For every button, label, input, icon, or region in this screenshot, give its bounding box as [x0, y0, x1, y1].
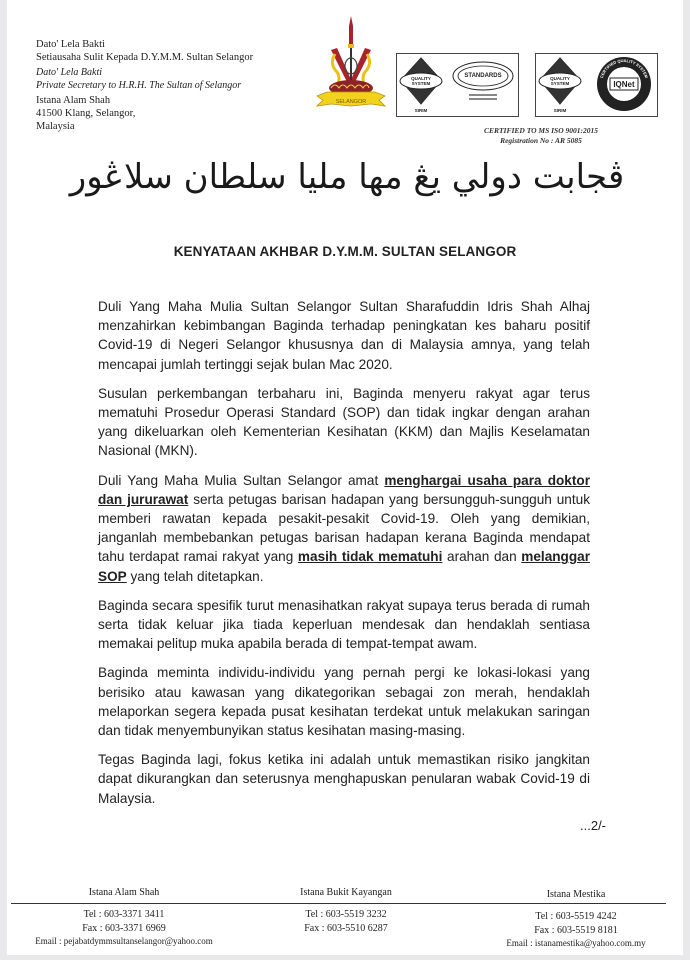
footer-fax: Fax : 603-5510 6287 — [304, 922, 388, 934]
sirim-label: SIRIM — [553, 108, 567, 113]
paragraph-text: Tegas Baginda lagi, fokus ketika ini adalah untuk memastikan risiko jangkitan dapat dikurangkan dan seterusnya menghapuskan penularan wabak Covid-19 di Malaysia. — [98, 752, 590, 806]
page-continuation-marker: ...2/- — [580, 818, 607, 833]
footer-contact-istana-mestika — [481, 910, 671, 951]
sirim-iqnet-logo — [536, 54, 657, 116]
sender-block — [36, 38, 253, 133]
certification-box-sirim-iqnet — [535, 53, 658, 117]
footer-tel: Tel : 603-3371 3411 — [83, 909, 165, 920]
jawi-office-title: ڤجابت دولي يڠ مها مليا سلطان سلاڠور — [69, 157, 625, 197]
footer-divider — [11, 903, 666, 904]
footer-fax: Fax : 603-3371 6969 — [82, 922, 166, 934]
system-label: SYSTEM — [411, 81, 431, 86]
emphasized-text: melanggar SOP — [98, 549, 591, 584]
selangor-crest-logo — [313, 14, 389, 114]
crest-label: SELANGOR — [335, 99, 367, 105]
paragraph-text: Susulan perkembangan terbaharu ini, Baginda menyeru rakyat agar terus mematuhi Prosedur Operasi Standard (SOP) dan tidak ingkar dengan arahan yang dikeluarkan oleh Kementerian Kesihatan (KKM) dan Majlis Keselamatan Nasional (MKN). — [98, 385, 590, 459]
paragraph-text: arahan dan — [442, 549, 522, 565]
emphasized-text: masih tidak mematuhi — [297, 549, 443, 565]
certification-caption — [376, 126, 690, 146]
sirim-quality-standards-logo — [397, 54, 518, 116]
document-title: KENYATAAN AKHBAR D.Y.M.M. SULTAN SELANGOR — [173, 244, 517, 259]
paragraph-text: Baginda meminta individu-individu yang pernah pergi ke lokasi-lokasi yang berisiko atau kawasan yang dikategorikan sebagai zon merah, hendaklah melaporkan segera kepada pusat kesihatan terdekat untuk melakukan saringan dan tidak menyembunyikan status kesihatan masing-masing. — [98, 665, 590, 739]
certification-box-sirim-standards — [396, 53, 519, 117]
standards-label: STANDARDS — [464, 73, 502, 79]
address-line: Malaysia — [36, 121, 75, 132]
quality-label: QUALITY — [550, 76, 570, 81]
press-statement-body — [98, 297, 590, 818]
paragraph-text: yang telah ditetapkan. — [126, 568, 264, 584]
footer-tel: Tel : 603-5519 3232 — [305, 909, 387, 920]
footer-fax: Fax : 603-5519 8181 — [534, 924, 618, 936]
paragraph-text: Duli Yang Maha Mulia Sultan Selangor Sultan Sharafuddin Idris Shah Alhaj menzahirkan kebimbangan Baginda terhadap peningkatan kes baharu positif Covid-19 di Negeri Selangor khususnya dan di Malaysia amnya, yang telah mencapai jumlah tertinggi sejak bulan Mac 2020. — [98, 299, 590, 372]
paragraph — [98, 663, 590, 740]
footer-contact-istana-bukit-kayangan — [252, 908, 440, 935]
registration-number: Registration No : AR 5085 — [500, 136, 582, 145]
quality-label: QUALITY — [411, 76, 431, 81]
paragraph-text: Duli Yang Maha Mulia Sultan Selangor amat — [98, 472, 385, 488]
footer-email: Email : istanamestika@yahoo.com.my — [506, 938, 646, 948]
footer-contact-istana-alam-shah — [10, 908, 238, 949]
paragraph — [98, 471, 590, 586]
emphasized-text: menghargai usaha para doktor dan jururawat — [98, 472, 590, 507]
paragraph — [98, 596, 590, 654]
address-line: 41500 Klang, Selangor, — [36, 108, 136, 119]
footer-office-name: Istana Alam Shah — [88, 887, 160, 898]
footer-tel: Tel : 603-5519 4242 — [535, 911, 617, 922]
iqnet-ring-label: CERTIFIED QUALITY SYSTEM — [598, 57, 650, 79]
sirim-label: SIRIM — [414, 108, 428, 113]
sender-title-en: Private Secretary to H.R.H. The Sultan of Selangor — [36, 80, 242, 91]
footer-email: Email : pejabatdymmsultanselangor@yahoo.com — [35, 936, 213, 946]
paragraph-text: Baginda secara spesifik turut menasihatkan rakyat supaya terus berada di rumah serta tidak keluar jika tiada keperluan mendesak dan hendaklah sentiasa memakai pelitup muka apabila berada di tempat-tempat awam. — [98, 597, 590, 652]
document-page — [7, 0, 683, 955]
sender-name: Dato' Lela Bakti — [36, 39, 105, 50]
footer-office-name: Istana Mestika — [546, 889, 606, 900]
system-label: SYSTEM — [550, 81, 570, 86]
paragraph-text: serta petugas barisan hadapan yang bersungguh-sungguh untuk memberi rawatan kepada pesakit-pesakit Covid-19. Oleh yang demikian, janganlah membebankan petugas barisan hadapan kerana Baginda mendapat tahu terdapat ramai rakyat yang — [98, 491, 590, 565]
paragraph — [98, 384, 590, 461]
paragraph — [98, 750, 590, 808]
sender-title: Setiausaha Sulit Kepada D.Y.M.M. Sultan Selangor — [36, 52, 254, 63]
iso-certification: CERTIFIED TO MS ISO 9001:2015 — [483, 126, 599, 135]
footer-office-name: Istana Bukit Kayangan — [300, 887, 392, 898]
sender-name-en: Dato' Lela Bakti — [36, 67, 103, 78]
address-line: Istana Alam Shah — [36, 95, 111, 106]
iqnet-label: IQNet — [613, 80, 635, 89]
paragraph — [98, 297, 590, 374]
